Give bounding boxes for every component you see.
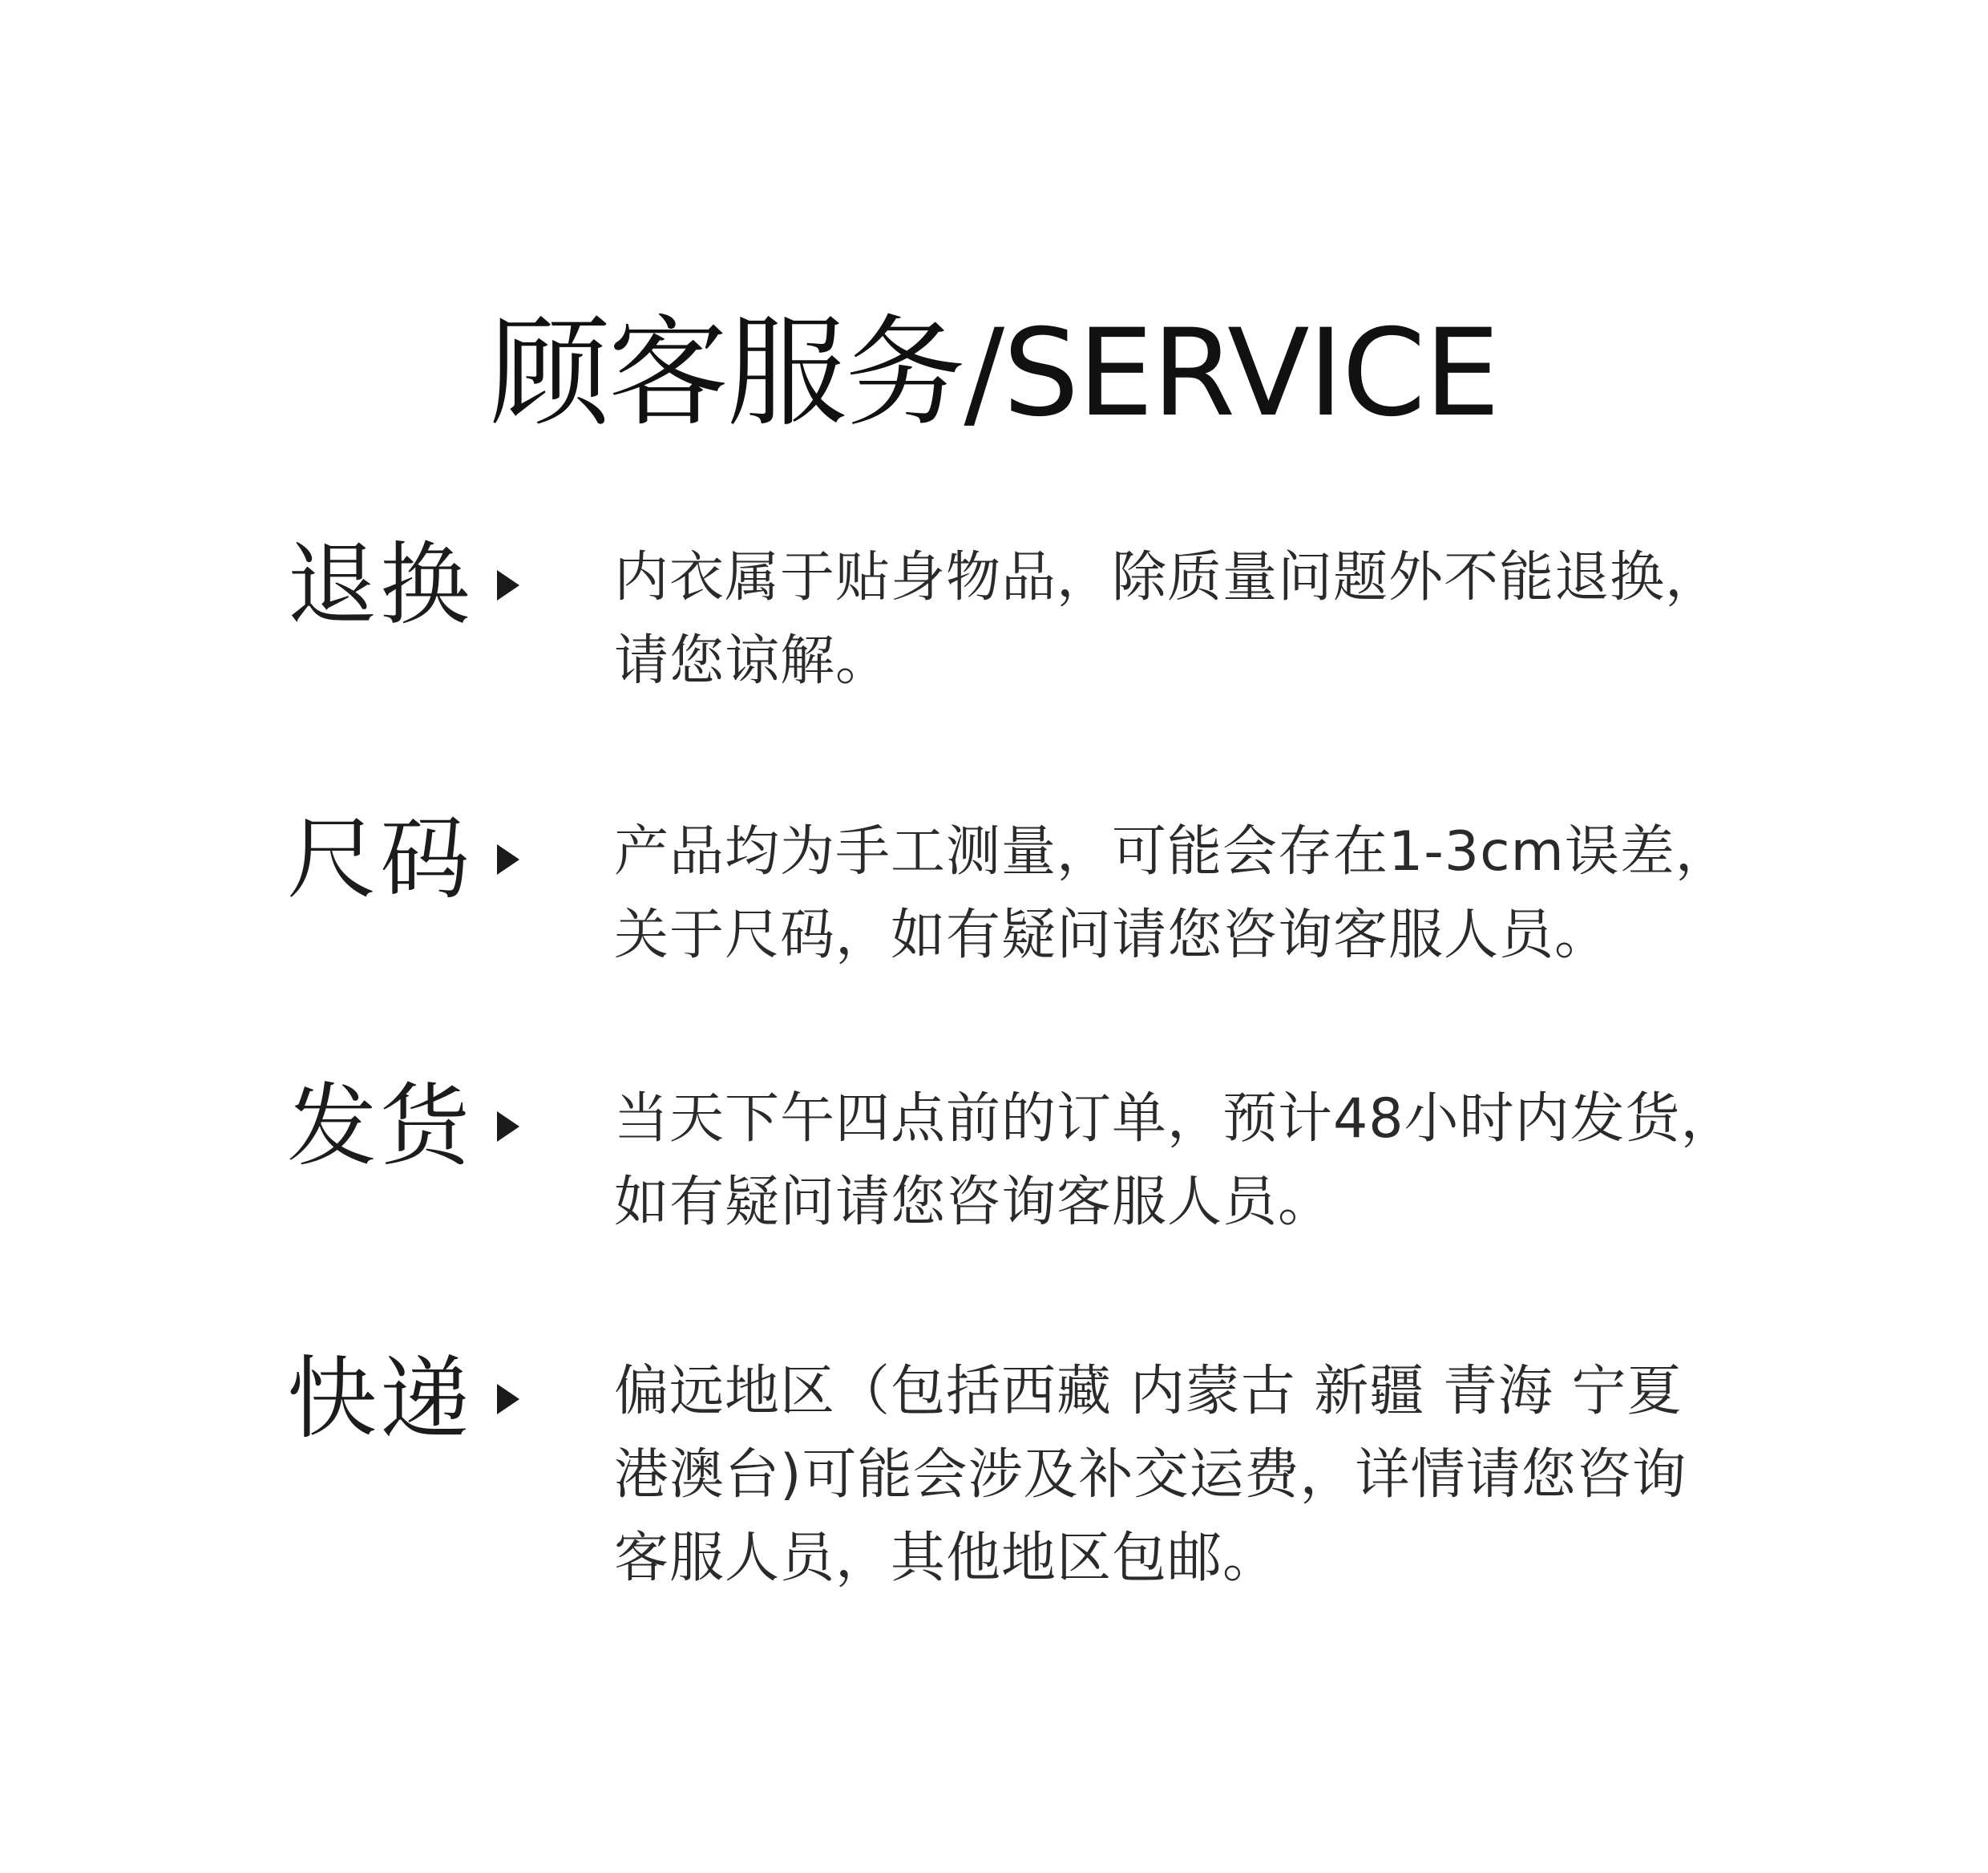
text-line: 偏远地区（包括西藏 内蒙古 新疆 青海 宁夏 bbox=[614, 1360, 1683, 1423]
text-line: 当天下午四点前的订单，预计48小时内发货， bbox=[614, 1087, 1736, 1151]
section-text bbox=[614, 811, 1752, 977]
section-label: 退换 bbox=[287, 533, 473, 637]
section-text bbox=[614, 1350, 1752, 1600]
section-size bbox=[287, 799, 1762, 1040]
section-label: 发货 bbox=[287, 1074, 473, 1179]
section-label: 尺码 bbox=[287, 807, 473, 912]
triangle-right-icon bbox=[497, 844, 519, 875]
text-line: 产品均为手工测量，可能会存在1-3cm误差， bbox=[614, 820, 1731, 884]
text-line: 内衣属于贴身物品，除质量问题外不能退换， bbox=[614, 546, 1721, 609]
triangle-right-icon bbox=[497, 570, 519, 601]
section-label: 快递 bbox=[287, 1347, 473, 1451]
triangle-right-icon bbox=[497, 1384, 519, 1414]
section-text bbox=[614, 536, 1752, 703]
text-line: 请您谅解。 bbox=[614, 629, 891, 693]
section-express bbox=[287, 1339, 1762, 1628]
triangle-right-icon bbox=[497, 1111, 519, 1142]
section-shipping bbox=[287, 1066, 1762, 1307]
text-line: 关于尺码，如有疑问请您咨询客服人员。 bbox=[614, 904, 1610, 967]
text-line: 如有疑问请您咨询客服人员。 bbox=[614, 1171, 1334, 1234]
section-text bbox=[614, 1078, 1752, 1244]
text-line: 港澳台)可能会涉及补交运费，详情请您咨询 bbox=[614, 1443, 1687, 1507]
text-line: 客服人员，其他地区包邮。 bbox=[614, 1527, 1279, 1590]
page-title: 顾客服务/SERVICE bbox=[489, 303, 1499, 443]
section-return-exchange bbox=[287, 525, 1762, 766]
